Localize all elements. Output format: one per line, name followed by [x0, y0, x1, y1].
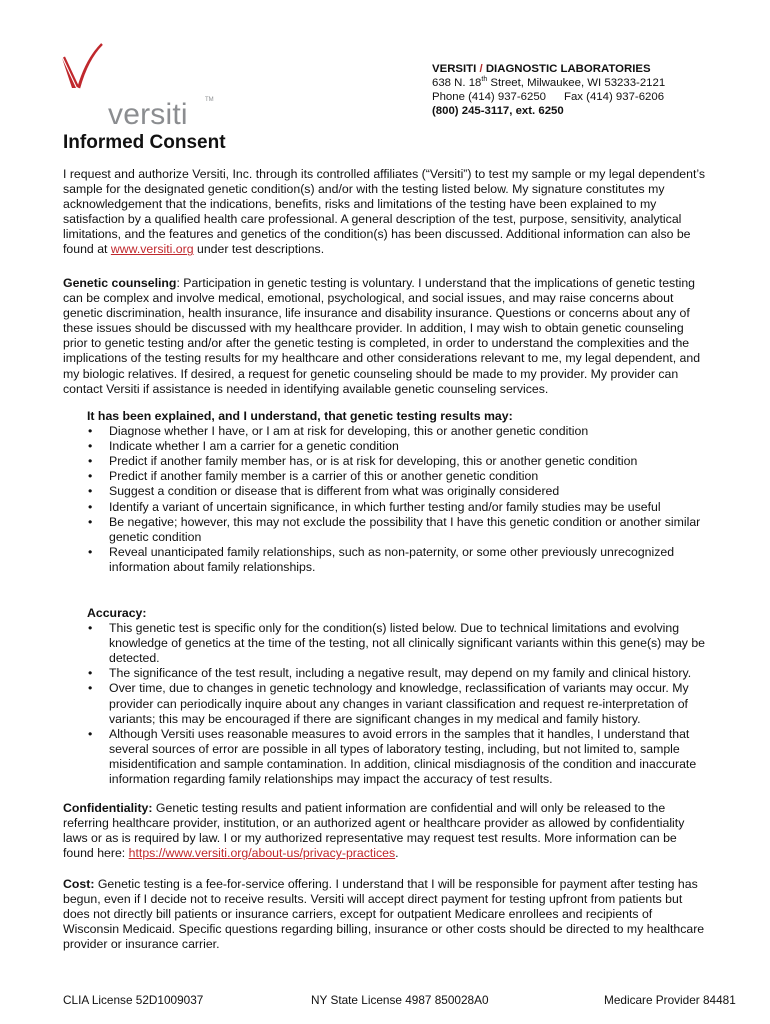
list-item: • Suggest a condition or disease that is different from what was originally considered — [87, 484, 707, 499]
intro-text-end: under test descriptions. — [193, 242, 325, 257]
intro-text: I request and authorize Versiti, Inc. through its controlled affiliates (“Versiti”) to test my sample or my legal dependent’s sample for the designated genetic condition(s) and/or with the testing listed below. My signature constitutes my acknowledgement that the indications, benefits, risks and limitations of the testing have been explained to my satisfaction by a qualified health care professional. A general description of the test, purpose, sensitivity, analytical limitations, and the features and genetics of the condition(s) has been discussed. Additional information can also be found at — [63, 167, 706, 257]
clia-license: CLIA License 52D1009037 — [63, 993, 204, 1007]
versiti-website-link[interactable]: www.versiti.org — [110, 242, 194, 257]
dept-name: DIAGNOSTIC LABORATORIES — [485, 63, 651, 75]
list-item: • Although Versiti uses reasonable measures to avoid errors in the samples that it handles, I understand that several sources of error are possible in all types of laboratory testing, including, but not limited to, sample misidentification and sample contamination. In addition, clinical misdiagnosis of the condition and inaccurate information regarding family relationships may impact the accuracy of test results. — [87, 727, 707, 787]
address-ordinal: th — [481, 76, 488, 84]
list-item: • Over time, due to changes in genetic technology and knowledge, reclassification of variants may occur. My provider can periodically inquire about any changes in variant classification and request re-interpretation of variants; this may be encouraged if there are significant changes in my medical and family history. — [87, 681, 707, 726]
cost-section — [63, 877, 708, 952]
list-item: • Predict if another family member has, or is at risk for developing, this or another genetic condition — [87, 454, 707, 469]
results-list-section — [87, 409, 707, 575]
logo-trademark: TM — [205, 97, 214, 103]
address-number: 638 N. 18 — [432, 77, 482, 89]
address-street: Street, Milwaukee, WI 53233-2121 — [487, 77, 666, 89]
versiti-logo — [58, 40, 218, 131]
lab-address-block — [432, 62, 665, 118]
accuracy-list — [87, 621, 707, 787]
cost-label: Cost: — [63, 877, 95, 891]
logo-wordmark: versiti — [108, 98, 188, 131]
phone-fax-line — [432, 90, 665, 104]
list-item: • Reveal unanticipated family relationships, such as non-paternity, or some other previously unrecognized information about family relationships. — [87, 545, 707, 575]
counseling-label: Genetic counseling — [63, 276, 177, 290]
cost-text: Genetic testing is a fee-for-service offering. I understand that I will be responsible for payment after testing has begun, even if I decide not to receive results. Versiti will accept direct payment for testing upfront from patients but does not directly bill patients or insurance carriers, except for outpatient Medicare enrollees and recipients of Wisconsin Medicaid. Specific questions regarding billing, insurance or other costs should be directed to my healthcare provider or insurance carrier. — [63, 877, 705, 952]
org-separator: / — [479, 63, 483, 75]
accuracy-section — [87, 606, 707, 787]
results-heading: It has been explained, and I understand, that genetic testing results may: — [87, 409, 513, 423]
counseling-text: : Participation in genetic testing is voluntary. I understand that the implications of genetic testing can be complex and involve medical, emotional, psychological, and social issues, and may raise concerns about genetic discrimination, health insurance, life insurance and disability insurance. Questions or concerns about any of these issues should be discussed with my healthcare provider. In addition, I may wish to obtain genetic counseling prior to genetic testing and/or after the genetic testing is completed, in order to understand the complexities and the implications of the testing results for my healthcare and other considerations relevant to me, my legal dependent, and my biologic relatives. If desired, a request for genetic counseling should be made to my provider. My provider can contact Versiti if assistance is needed in identifying available genetic counseling services. — [63, 276, 701, 396]
medicare-provider: Medicare Provider 84481 — [604, 993, 736, 1007]
lab-name — [432, 62, 665, 76]
privacy-practices-link[interactable]: https://www.versiti.org/about-us/privacy-practices — [128, 846, 396, 861]
list-item: • Identify a variant of uncertain significance, in which further testing and/or family studies may be useful — [87, 500, 707, 515]
confidentiality-text: Genetic testing results and patient information are confidential and will only be released to the referring healthcare provider, institution, or an authorized agent or healthcare provider as allowed by confidentiality laws or as is required by law. I or my authorized representative may request test results. More information can be found here: — [63, 801, 685, 861]
list-item: • Be negative; however, this may not exclude the possibility that I have this genetic condition or another similar genetic condition — [87, 515, 707, 545]
list-item: • This genetic test is specific only for the condition(s) listed below. Due to technical limitations and evolving knowledge of genetics at the time of the testing, not all clinically significant variants within this gene(s) may be detected. — [87, 621, 707, 666]
fax-number: Fax (414) 937-6206 — [564, 91, 665, 103]
list-item: • Diagnose whether I have, or I am at risk for developing, this or another genetic condition — [87, 424, 707, 439]
toll-free-number: (800) 245-3117, ext. 6250 — [432, 105, 564, 117]
phone-number: Phone (414) 937-6250 — [432, 91, 546, 103]
intro-paragraph — [63, 167, 708, 258]
accuracy-heading: Accuracy: — [87, 606, 147, 620]
ny-state-license: NY State License 4987 850028A0 — [311, 993, 489, 1007]
confidentiality-end: . — [395, 846, 399, 861]
street-address — [432, 76, 665, 90]
list-item: • The significance of the test result, including a negative result, may depend on my family and clinical history. — [87, 666, 707, 681]
page-title: Informed Consent — [63, 132, 226, 153]
results-list — [87, 424, 707, 575]
confidentiality-label: Confidentiality: — [63, 801, 153, 815]
list-item: • Indicate whether I am a carrier for a genetic condition — [87, 439, 707, 454]
list-item: • Predict if another family member is a carrier of this or another genetic condition — [87, 469, 707, 484]
genetic-counseling-section — [63, 276, 708, 397]
versiti-v-mark-icon — [58, 40, 118, 106]
org-name: VERSITI — [432, 63, 477, 75]
confidentiality-section — [63, 801, 708, 861]
